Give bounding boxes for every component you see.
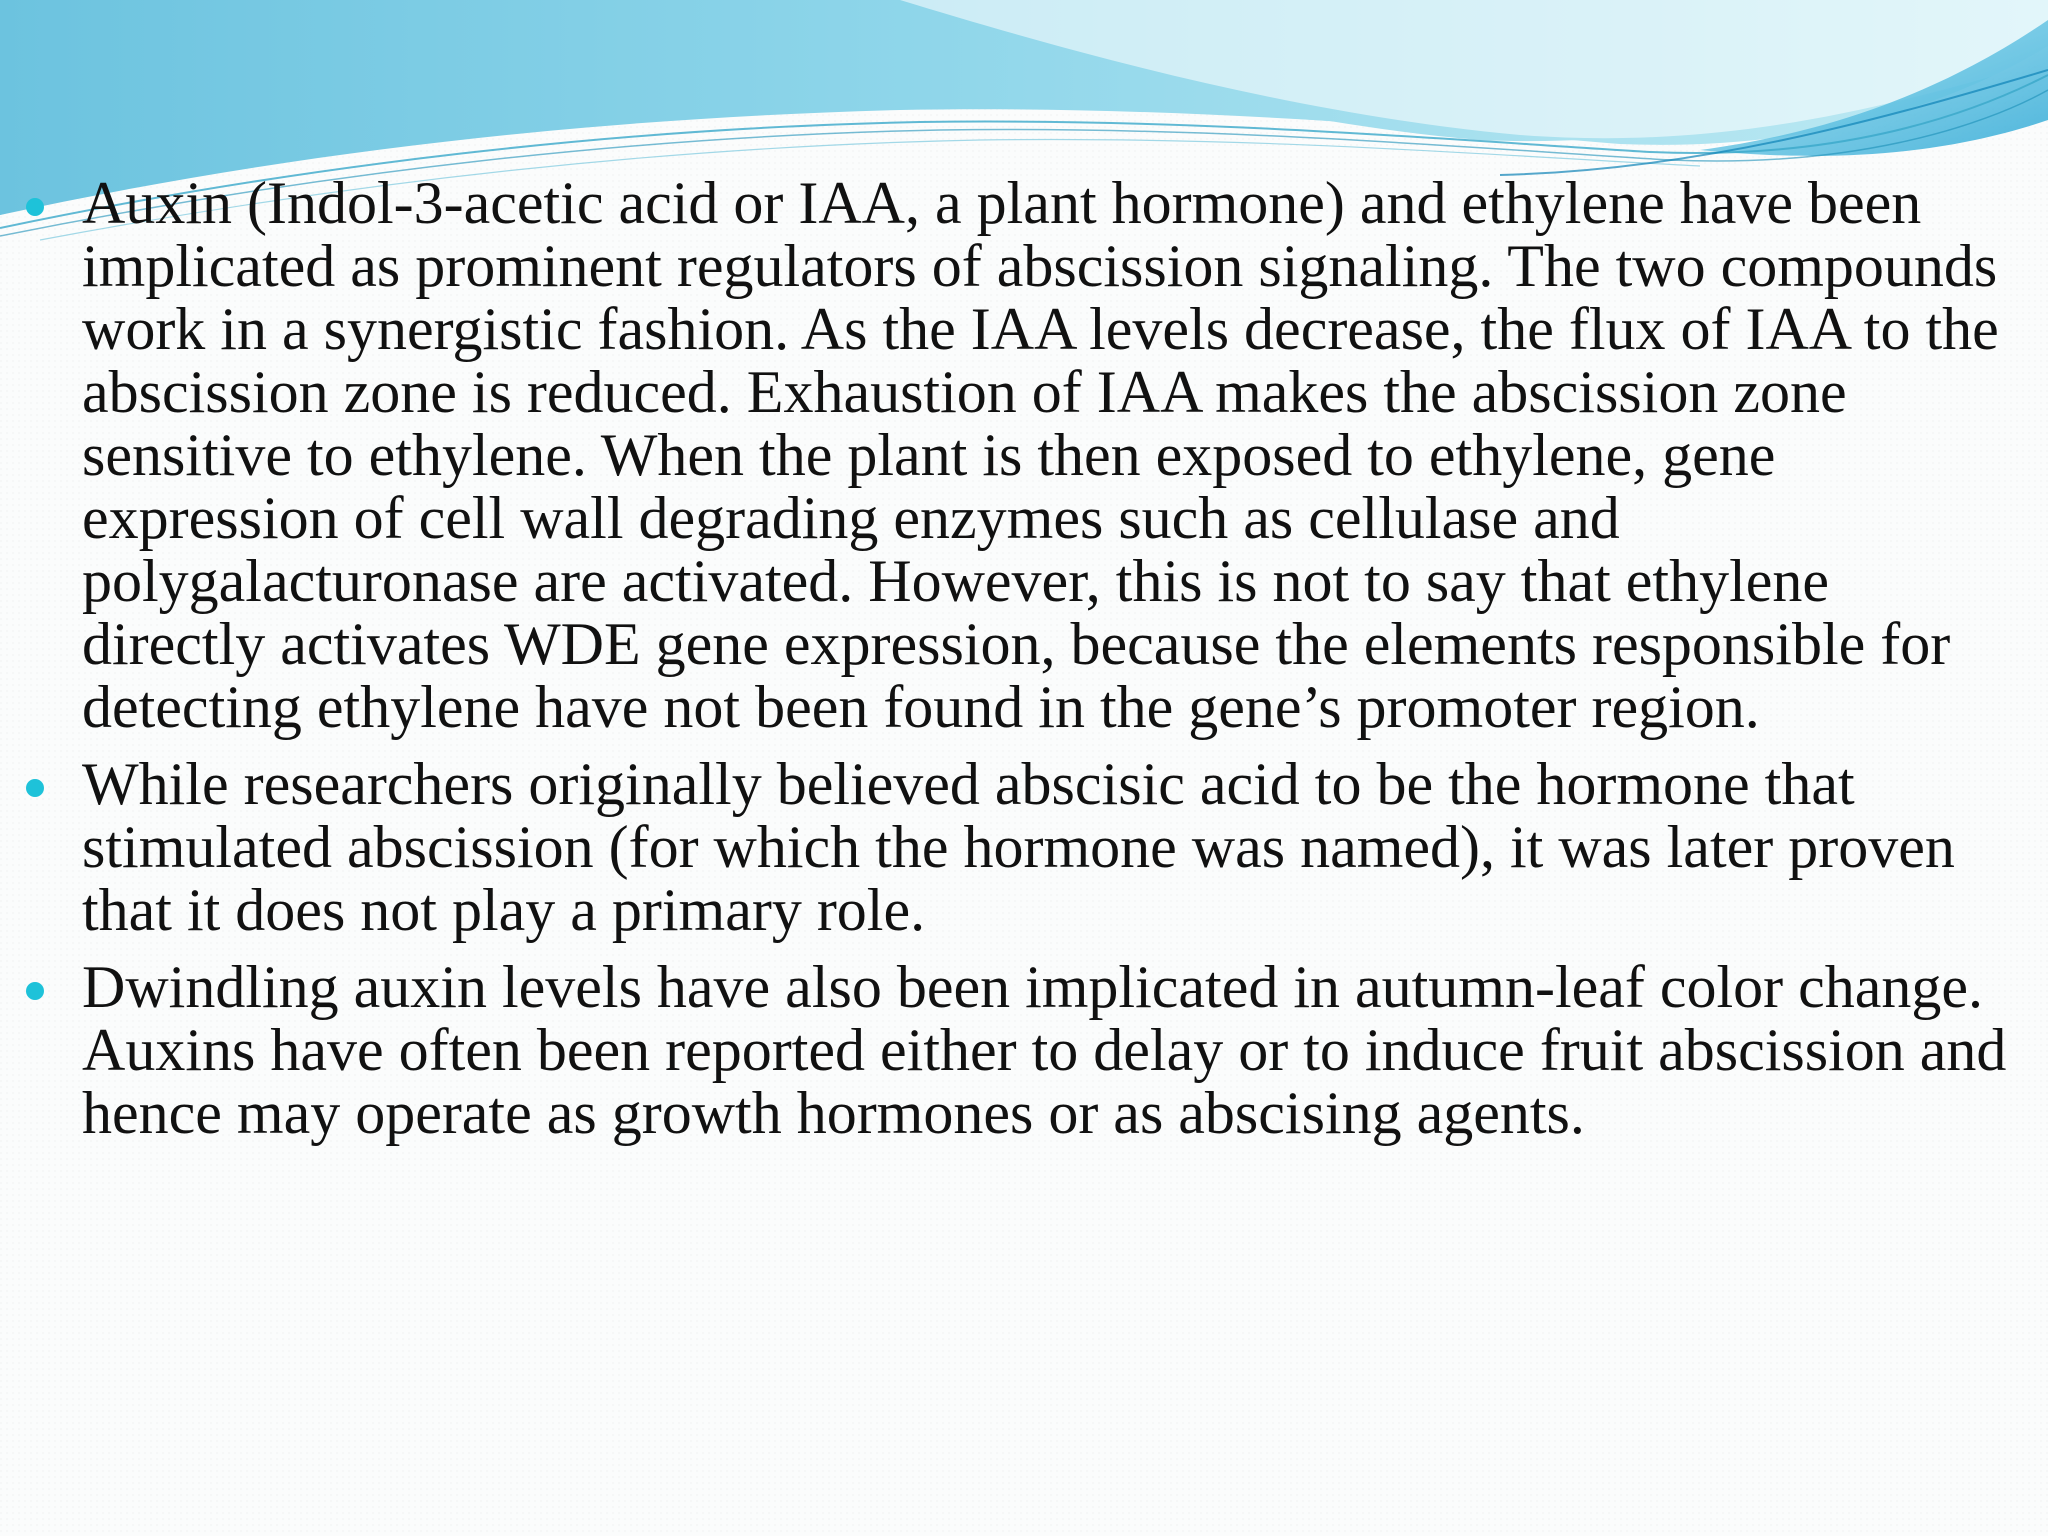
bullet-item-2: [24, 753, 2014, 942]
bullet-list: [24, 172, 2014, 1159]
filled-circle-icon: [26, 198, 44, 216]
bullet-item-1: [24, 172, 2014, 739]
filled-circle-icon: [26, 779, 44, 797]
filled-circle-icon: [26, 982, 44, 1000]
bullet-text: Auxin (Indol-3-acetic acid or IAA, a plant hormone) and ethylene have been implicated as prominent regulators of abscission signaling. The two compounds work in a synergistic fashion. As the IAA levels decrease, the flux of IAA to the abscission zone is reduced. Exhaustion of IAA makes the abscission zone sensitive to ethylene. When the plant is then exposed to ethylene, gene expression of cell wall degrading enzymes such as cellulase and polygalacturonase are activated. However, this is not to say that ethylene directly activates WDE gene expression, because the elements responsible for detecting ethylene have not been found in the gene’s promoter region.: [82, 170, 1999, 740]
bullet-text: While researchers originally believed abscisic acid to be the hormone that stimulated abscission (for which the hormone was named), it was later proven that it does not play a primary role.: [82, 751, 1955, 943]
bullet-text: Dwindling auxin levels have also been implicated in autumn-leaf color change. Auxins have often been reported either to delay or to induce fruit abscission and hence may operate as growth hormones or as abscising agents.: [82, 954, 2007, 1146]
bullet-item-3: [24, 956, 2014, 1145]
